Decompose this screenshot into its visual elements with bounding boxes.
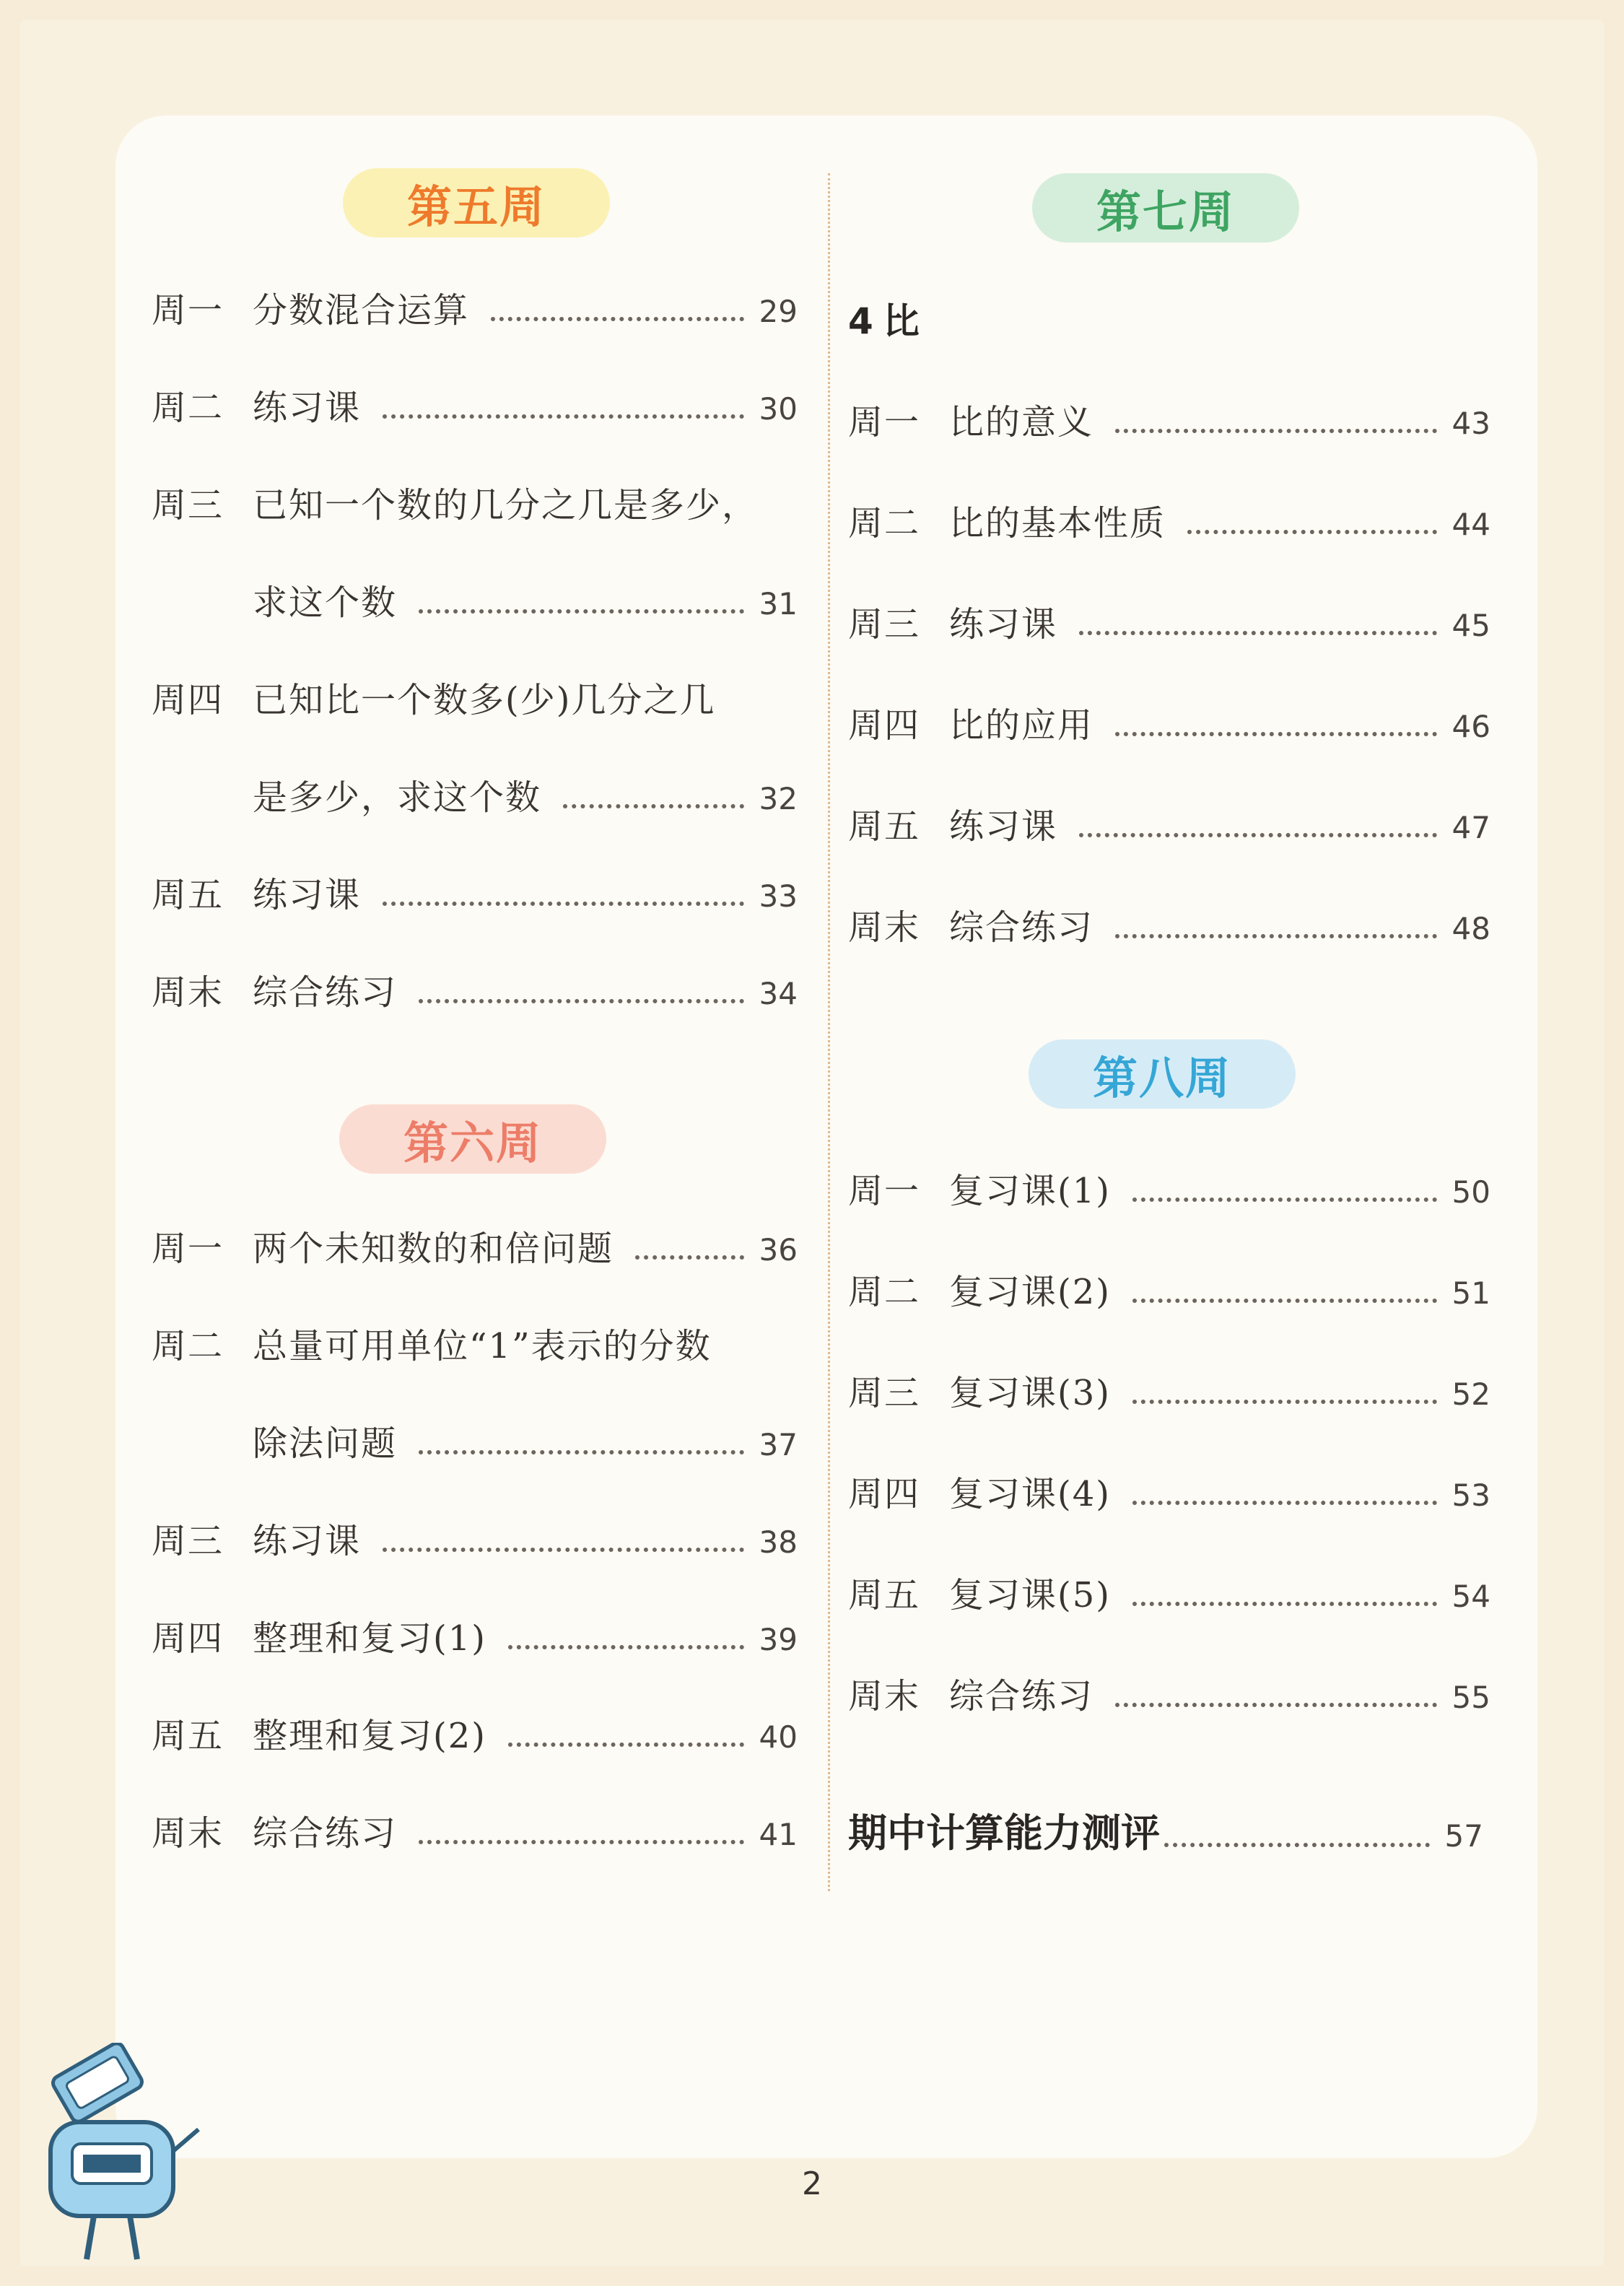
leader-dots — [1187, 530, 1437, 534]
toc-entry[interactable] — [152, 675, 798, 725]
entry-title: 整理和复习(2) — [253, 1716, 486, 1756]
entry-day: 周三 — [848, 604, 921, 645]
leader-dots — [1115, 1703, 1437, 1707]
toc-entry[interactable] — [848, 902, 1490, 953]
entry-title: 是多少，求这个数 — [253, 777, 542, 818]
entry-page: 38 — [759, 1524, 798, 1560]
entry-day: 周四 — [848, 705, 921, 746]
entry-page: 47 — [1451, 810, 1490, 845]
toc-entry[interactable] — [848, 801, 1490, 852]
entry-page: 50 — [1451, 1174, 1490, 1210]
entry-day: 周一 — [848, 402, 921, 442]
column-divider — [828, 173, 830, 1891]
entry-page: 39 — [759, 1622, 798, 1657]
toc-entry[interactable] — [848, 1570, 1490, 1620]
entry-page: 48 — [1451, 911, 1490, 946]
entry-page: 53 — [1451, 1478, 1490, 1513]
leader-dots — [1164, 1843, 1430, 1847]
entry-day: 周末 — [152, 1813, 224, 1854]
entry-title: 综合练习 — [253, 1813, 398, 1854]
entry-day: 周二 — [152, 1326, 224, 1366]
entry-title: 复习课(4) — [949, 1474, 1111, 1514]
toc-entry[interactable] — [848, 700, 1490, 751]
entry-day: 周二 — [848, 1272, 921, 1312]
entry-title: 复习课(2) — [949, 1272, 1111, 1312]
entry-title: 复习课(3) — [949, 1373, 1111, 1413]
entry-day: 周五 — [152, 1716, 224, 1756]
leader-dots — [1132, 1501, 1437, 1505]
week5-badge: 第五周 — [343, 168, 610, 237]
toc-entry[interactable] — [152, 1418, 798, 1469]
leader-dots — [1132, 1602, 1437, 1606]
entry-page: 31 — [759, 586, 798, 621]
entry-title: 练习课 — [253, 388, 362, 428]
entry-title: 已知一个数的几分之几是多少， — [253, 485, 759, 525]
leader-dots — [508, 1645, 744, 1649]
entry-title: 已知比一个数多(少)几分之几 — [253, 680, 716, 720]
toc-entry[interactable] — [152, 1808, 798, 1859]
toc-entry[interactable] — [848, 498, 1490, 549]
leader-dots — [1132, 1400, 1437, 1404]
entry-day: 周一 — [152, 290, 224, 331]
entry-day: 周末 — [152, 972, 224, 1013]
entry-title: 除法问题 — [253, 1423, 398, 1464]
toc-entry[interactable] — [848, 1166, 1490, 1216]
entry-title: 两个未知数的和倍问题 — [253, 1229, 614, 1269]
entry-day: 周五 — [848, 806, 921, 847]
entry-page: 54 — [1451, 1579, 1490, 1614]
entry-title: 整理和复习(1) — [253, 1618, 486, 1659]
toc-entry[interactable] — [848, 1469, 1490, 1519]
entry-title: 综合练习 — [949, 1676, 1094, 1716]
toc-entry[interactable] — [848, 1368, 1490, 1418]
toc-entry[interactable] — [152, 480, 798, 531]
toc-entry[interactable] — [848, 1267, 1490, 1317]
week6-badge: 第六周 — [339, 1104, 606, 1174]
entry-day: 周四 — [152, 680, 224, 720]
entry-day: 周五 — [848, 1575, 921, 1615]
entry-day: 周三 — [152, 1521, 224, 1561]
leader-dots — [419, 1450, 744, 1454]
entry-day: 周四 — [152, 1618, 224, 1659]
entry-title: 比的应用 — [949, 705, 1094, 746]
entry-title: 复习课(5) — [949, 1575, 1111, 1615]
entry-day: 周四 — [848, 1474, 921, 1514]
toc-entry[interactable] — [152, 1613, 798, 1664]
leader-dots — [383, 414, 744, 419]
toc-entry[interactable] — [152, 967, 798, 1018]
toc-entry[interactable] — [152, 1321, 798, 1371]
midterm-entry[interactable] — [848, 1805, 1483, 1862]
toc-entry[interactable] — [848, 599, 1490, 650]
leader-dots — [1115, 934, 1437, 938]
entry-page: 55 — [1451, 1680, 1490, 1715]
entry-page: 34 — [759, 976, 798, 1011]
entry-day: 周三 — [152, 485, 224, 525]
entry-page: 41 — [759, 1817, 798, 1852]
leader-dots — [508, 1742, 744, 1747]
entry-page: 32 — [759, 781, 798, 816]
leader-dots — [383, 902, 744, 906]
entry-page: 30 — [759, 391, 798, 427]
toc-entry[interactable] — [152, 285, 798, 336]
toc-entry[interactable] — [152, 772, 798, 823]
entry-title: 练习课 — [253, 1521, 362, 1561]
entry-page: 29 — [759, 294, 798, 329]
unit-heading — [848, 292, 930, 344]
leader-dots — [1115, 429, 1437, 433]
entry-page: 52 — [1451, 1377, 1490, 1412]
toc-entry[interactable] — [152, 1223, 798, 1274]
entry-day: 周末 — [848, 1676, 921, 1716]
toc-entry[interactable] — [152, 577, 798, 628]
entry-day: 周二 — [152, 388, 224, 428]
leader-dots — [419, 999, 744, 1003]
leader-dots — [1132, 1299, 1437, 1303]
leader-dots — [1132, 1197, 1437, 1202]
entry-page: 46 — [1451, 709, 1490, 744]
page-number: 2 — [802, 2165, 822, 2202]
week7-badge: 第七周 — [1032, 173, 1299, 243]
leader-dots — [563, 804, 744, 808]
entry-day: 周一 — [848, 1171, 921, 1211]
toc-entry[interactable] — [152, 1516, 798, 1566]
leader-dots — [1079, 631, 1437, 635]
toc-entry[interactable] — [848, 397, 1490, 448]
leader-dots — [383, 1548, 744, 1552]
leader-dots — [1115, 732, 1437, 736]
entry-title: 练习课 — [253, 875, 362, 915]
leader-dots — [1079, 833, 1437, 837]
entry-title: 综合练习 — [949, 907, 1094, 948]
entry-title: 练习课 — [949, 806, 1058, 847]
toc-entry[interactable] — [152, 383, 798, 433]
entry-page: 37 — [759, 1427, 798, 1462]
entry-title: 综合练习 — [253, 972, 398, 1013]
entry-page: 51 — [1451, 1275, 1490, 1311]
unit-number: 4 — [848, 300, 883, 342]
unit-title: 比 — [883, 300, 930, 342]
entry-page: 44 — [1451, 507, 1490, 542]
entry-page: 43 — [1451, 406, 1490, 441]
leader-dots — [491, 317, 744, 321]
entry-day: 周二 — [848, 503, 921, 544]
leader-dots — [419, 609, 744, 614]
entry-page: 40 — [759, 1719, 798, 1755]
entry-day: 周五 — [152, 875, 224, 915]
entry-day: 周一 — [152, 1229, 224, 1269]
week8-badge: 第八周 — [1029, 1039, 1296, 1109]
entry-page: 33 — [759, 878, 798, 914]
robot-mascot-icon — [29, 2043, 202, 2274]
entry-title: 复习课(1) — [949, 1171, 1111, 1211]
entry-title: 比的基本性质 — [949, 503, 1166, 544]
toc-entry[interactable] — [152, 870, 798, 920]
midterm-page: 57 — [1444, 1818, 1483, 1854]
entry-day: 周末 — [848, 907, 921, 948]
toc-entry[interactable] — [152, 1711, 798, 1761]
toc-entry[interactable] — [848, 1671, 1490, 1722]
entry-title: 分数混合运算 — [253, 290, 470, 331]
entry-page: 36 — [759, 1232, 798, 1268]
entry-day: 周三 — [848, 1373, 921, 1413]
leader-dots — [635, 1255, 744, 1260]
entry-title: 练习课 — [949, 604, 1058, 645]
entry-page: 45 — [1451, 608, 1490, 643]
leader-dots — [419, 1840, 744, 1844]
entry-title: 比的意义 — [949, 402, 1094, 442]
entry-title: 总量可用单位“1”表示的分数 — [253, 1326, 712, 1366]
midterm-title: 期中计算能力测评 — [848, 1810, 1160, 1856]
entry-title: 求这个数 — [253, 583, 398, 623]
